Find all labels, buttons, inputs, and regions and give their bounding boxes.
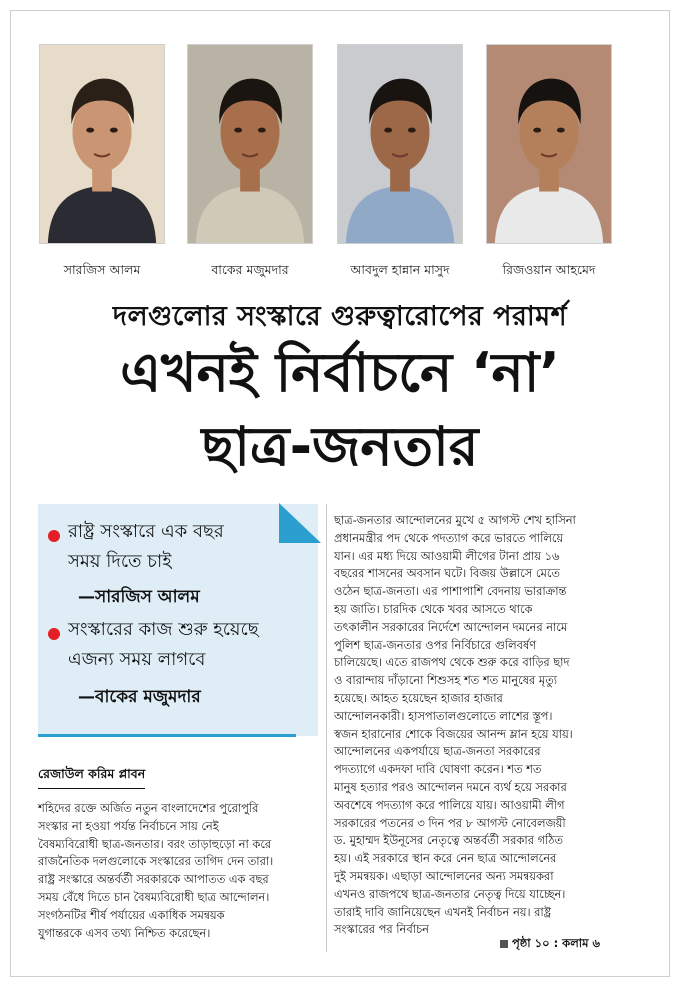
body-line: হয় জাতি। চারদিক থেকে খবর আসতে থাকে [334,601,533,616]
photo-caption: বাকের মজুমদার [211,262,289,277]
body-column-left [38,800,322,942]
column-divider [326,504,327,952]
body-line: সংগঠনটির শীর্ষ পর্যায়ের একাধিক সমন্বয়ক [38,907,225,922]
body-line: ও বারান্দায় দাঁড়ানো শিশুসহ শত শত মানুষের মৃত্যু [334,673,558,688]
body-line: বছরের শাসনের অবসান ঘটে। বিজয় উল্লাসে মেতে [334,566,560,581]
byline: রেজাউল করিম প্লাবন [38,766,145,789]
body-line: ছাত্র-জনতার আন্দোলনের মুখে ৫ আগস্ট শেখ হাসিনা [334,513,576,527]
body-line: সরকারের পতনের ৩ দিন পর ৮ আগস্ট নোবেলজয়ী [334,815,566,830]
body-line: মানুষ হত্যার পরও আন্দোলন দমনে ব্যর্থ হয়ে সরকার [334,779,567,794]
photo-caption: রিজওয়ান আহমেদ [502,262,596,277]
body-line: তৎকালীন সরকারের নির্দেশে আন্দোলন দমনের নামে [334,619,568,634]
body-line: ওঠেন ছাত্র-জনতা। এর পাশাপাশি বেদনায় ভারাক্রান্ত [334,584,567,599]
body-line: পুলিশ ছাত্র-জনতার ওপর নির্বিচারে গুলিবর্ষণ [334,637,537,652]
body-line: শহিদের রক্তে অর্জিত নতুন বাংলাদেশের পুরোপুরি [38,801,259,815]
continuation-jump [500,935,600,954]
photo-caption: আবদুল হান্নান মাসুদ [350,262,450,277]
body-line: দুই সমন্বয়ক। এছাড়া আন্দোলনের অন্য সমন্বয়করা [334,868,554,883]
quote-box-corner [279,503,321,543]
quote-2-attribution: —বাকের মজুমদার [78,687,201,707]
quote-bullet [48,628,60,640]
body-line: হয়। এই সরকারে স্থান করে নেন ছাত্র আন্দোলনের [334,851,557,866]
body-line: আন্দোলনকারী। হাসপাতালগুলোতে লাশের স্তূপ। [334,708,553,723]
portrait-illustration [338,45,462,243]
quote-box-underline [38,734,296,737]
portrait-illustration [188,45,312,243]
body-line: রাজনৈতিক দলগুলোকে সংস্কারের তাগিদ দেন তারা। [38,854,274,869]
body-line: সময় বেঁধে দিতে চান বৈষম্যবিরোধী ছাত্র আন্দোলন। [38,889,270,904]
quote-bullet [48,530,60,542]
body-line: অবশেষে পদত্যাগ করে পালিয়ে যায়। আওয়ামী লীগ [334,797,565,812]
headline-line-1: এখনই নির্বাচনে ‘না’ [120,341,560,404]
body-line: তারাই দাবি জানিয়েছেন এখনই নির্বাচন নয়। রাষ্ট্র [334,904,551,919]
headline-line-2: ছাত্র-জনতার [201,415,479,478]
body-line: যান। এর মধ্য দিয়ে আওয়ামী লীগের টানা প্রায় ১৬ [334,548,560,563]
body-line: চালিয়েছে। এতে রাজপথ থেকে শুরু করে বাড়ির ছাদ [334,655,570,670]
body-line: হয়েছে। আহত হয়েছেন হাজার হাজার [334,690,503,705]
body-line: ড. মুহাম্মদ ইউনূসের নেতৃত্বে অন্তর্বর্তী সরকার গঠিত [334,833,563,848]
portrait-illustration [487,45,611,243]
photo-caption: সারজিস আলম [63,262,141,277]
body-line: যুগান্তরকে এসব তথ্য নিশ্চিত করেছেন। [38,925,211,940]
quote-2-line-1: সংস্কারের কাজ শুরু হয়েছে [68,619,259,640]
quote-2-line-2: এজন্য সময় লাগবে [68,649,206,670]
quote-1-line-2: সময় দিতে চাই [68,551,172,572]
body-line: এখনও রাজপথে ছাত্র-জনতার নেতৃত্ব দিয়ে যাচ্ছেন। [334,886,566,901]
quote-1-attribution: —সারজিস আলম [78,587,200,607]
photo-abdul-hannan-masud [337,44,463,244]
body-line: রাষ্ট্র সংস্কারে অন্তর্বর্তী সরকারকে আপাতত এক বছর [38,872,269,887]
body-line: বৈষম্যবিরোধী ছাত্র-জনতার। বরং তাড়াহুড়ো না করে [38,836,272,851]
square-icon [500,940,508,948]
body-column-right [334,512,634,939]
portrait-illustration [40,45,164,243]
jump-text: পৃষ্ঠা ১০ : কলাম ৬ [512,936,600,950]
body-line: আন্দোলনের একপর্যায়ে ছাত্র-জনতা সরকারের [334,744,541,759]
quote-1-line-1: রাষ্ট্র সংস্কারে এক বছর [68,521,224,542]
body-line: স্বজন হারানোর শোকে বিজয়ের আনন্দ ম্লান হয়ে যায়। [334,726,573,741]
body-line: সংস্কারের পর নির্বাচন [334,922,429,937]
body-line: পদত্যাগে একদফা দাবি ঘোষণা করেন। শত শত [334,762,542,777]
sub-headline: দলগুলোর সংস্কারে গুরুত্বারোপের পরামর্শ [112,301,568,332]
body-line: প্রধানমন্ত্রীর পদ থেকে পদত্যাগ করে ভারতে পালিয়ে [334,530,564,545]
photo-sarjis-alam [39,44,165,244]
photo-rizwan-ahmed [486,44,612,244]
photo-baker-majumdar [187,44,313,244]
body-line: সংস্কার না হওয়া পর্যন্ত নির্বাচনে সায় নেই [38,818,219,833]
